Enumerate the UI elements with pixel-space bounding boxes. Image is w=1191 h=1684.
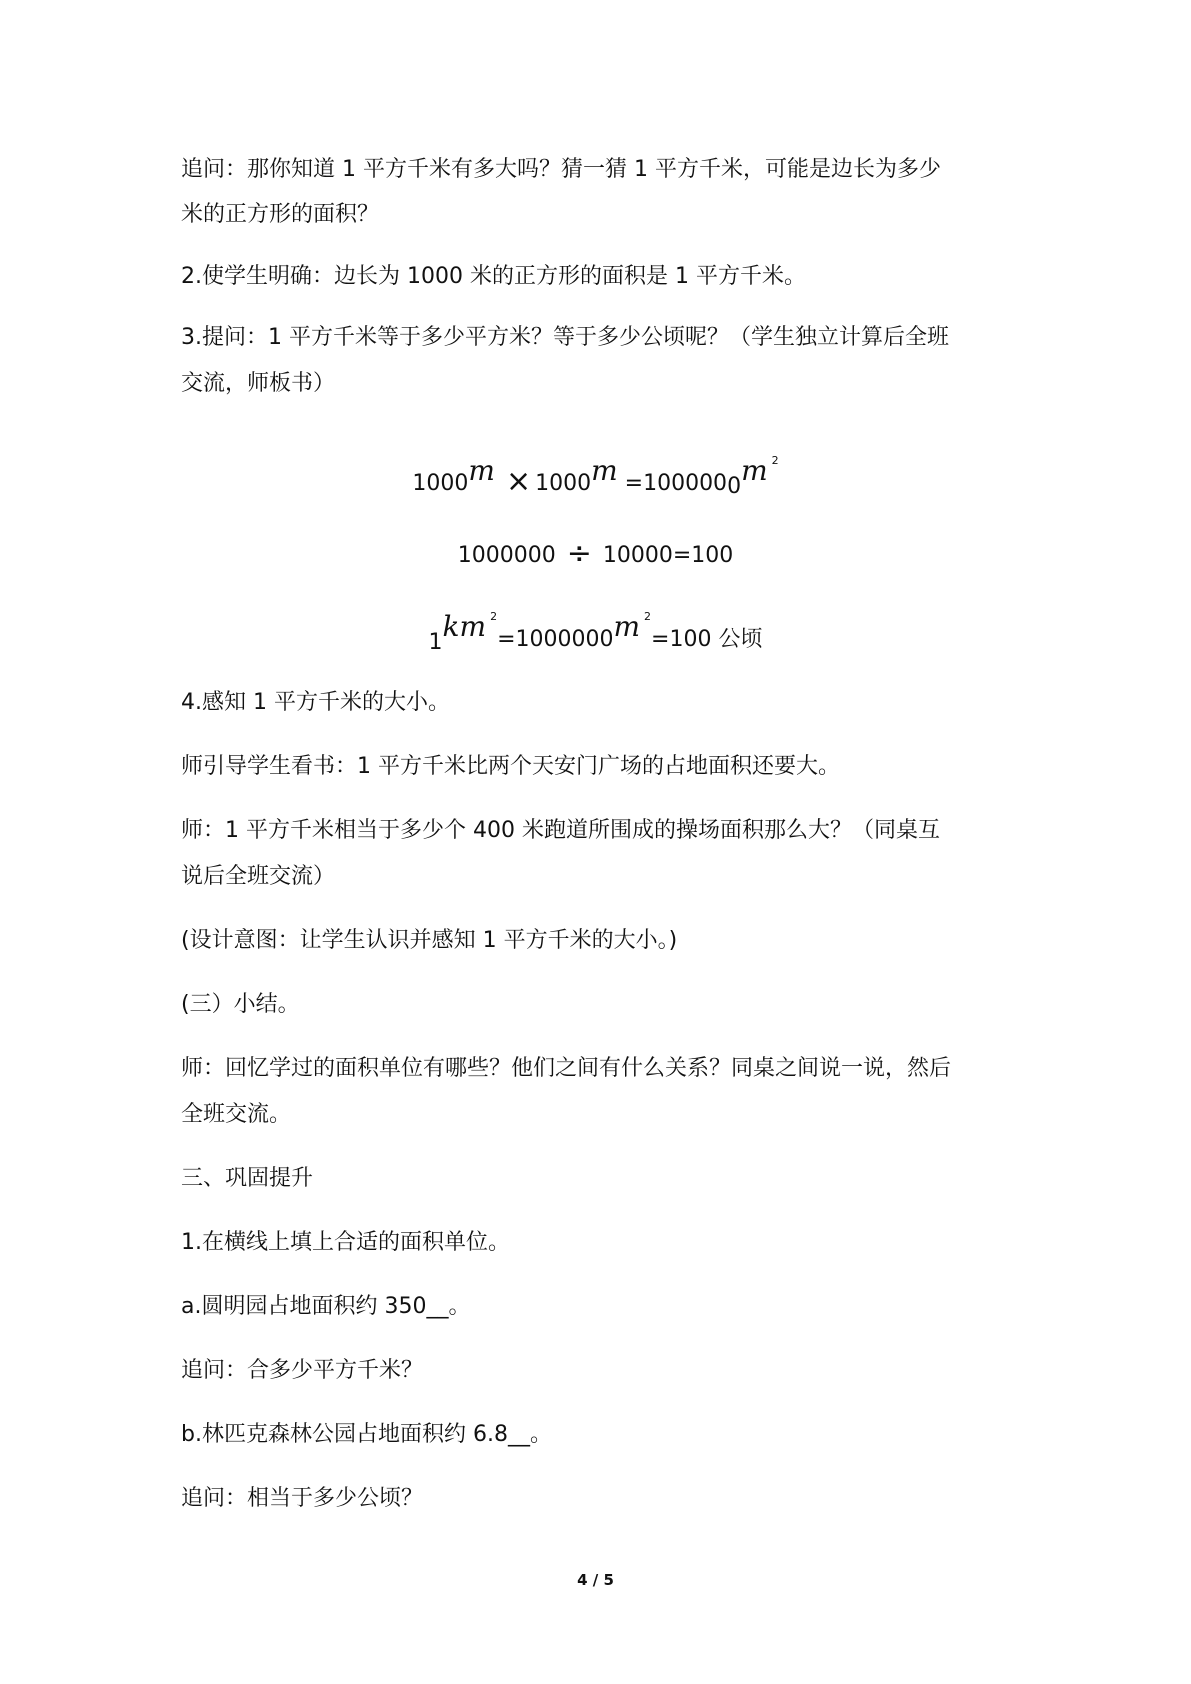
text-line-18: b.林匹克森林公园占地面积约 6.8__。 (181, 1422, 552, 1447)
text-line-19: 追问：相当于多少公顷？ (181, 1486, 424, 1511)
text-line-7: 师引导学生看书：1 平方千米比两个天安门广场的占地面积还要大。 (181, 754, 840, 779)
formula-division (0, 538, 1191, 571)
text-line-10: (设计意图：让学生认识并感知 1 平方千米的大小。) (181, 928, 678, 953)
text-line-11: (三）小结。 (181, 992, 300, 1017)
text-line-4: 3.提问：1 平方千米等于多少平方米？等于多少公顷呢？（学生独立计算后全班 (181, 325, 949, 350)
formula3-one: 1 (428, 630, 443, 655)
formula1-unit-a: m (468, 454, 495, 487)
text-line-8: 师：1 平方千米相当于多少个 400 米跑道所围成的操场面积那么大？（同桌互 (181, 818, 940, 843)
formula1-a: 1000 (412, 471, 469, 496)
formula3-unit-b: m (613, 610, 641, 643)
text-line-17: 追问：合多少平方千米？ (181, 1358, 424, 1383)
text-line-9: 说后全班交流） (181, 864, 336, 889)
formula-multiplication (0, 454, 1191, 502)
formula1-unit-c: m (741, 454, 768, 487)
formula2-rest: 10000=100 (602, 543, 734, 568)
formula3-tail: =100 公顷 (651, 627, 763, 652)
formula1-times: × (505, 464, 532, 499)
formula3-exponent-a: 2 (490, 610, 498, 623)
text-line-13: 全班交流。 (181, 1102, 292, 1127)
formula1-eq: =100000 (624, 471, 728, 496)
formula1-b: 1000 (535, 471, 592, 496)
text-line-16: a.圆明园占地面积约 350__。 (181, 1294, 471, 1319)
formula1-unit-b: m (591, 454, 618, 487)
formula3-mid: =1000000 (497, 627, 614, 652)
formula3-exponent-b: 2 (644, 610, 652, 623)
formula1-exponent: 2 (771, 454, 779, 467)
page-number: 4 / 5 (577, 1571, 614, 1589)
formula2-a: 1000000 (457, 543, 556, 568)
text-line-2: 米的正方形的面积？ (181, 202, 380, 227)
formula-conversion (0, 610, 1191, 658)
formula1-tail-digit: 0 (727, 474, 742, 499)
text-line-3: 2.使学生明确：边长为 1000 米的正方形的面积是 1 平方千米。 (181, 264, 806, 289)
text-line-1: 追问：那你知道 1 平方千米有多大吗？猜一猜 1 平方千米，可能是边长为多少 (181, 157, 941, 182)
section-heading: 三、巩固提升 (181, 1166, 314, 1191)
formula2-divide: ÷ (566, 536, 592, 571)
text-line-6: 4.感知 1 平方千米的大小。 (181, 690, 450, 715)
text-line-5: 交流，师板书） (181, 371, 336, 396)
text-line-12: 师：回忆学过的面积单位有哪些？他们之间有什么关系？同桌之间说一说，然后 (181, 1056, 952, 1081)
text-line-15: 1.在横线上填上合适的面积单位。 (181, 1230, 510, 1255)
formula3-unit-a: km (442, 610, 487, 643)
